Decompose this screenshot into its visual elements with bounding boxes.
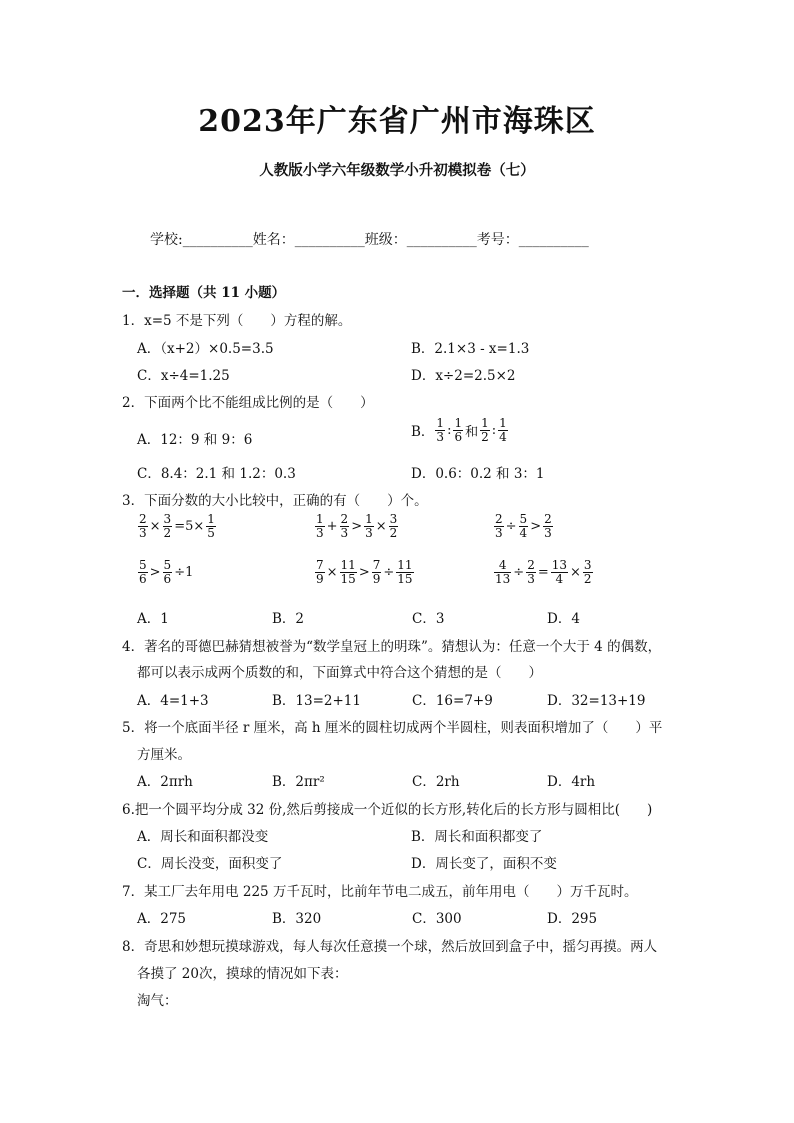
q2-stem: 2．下面两个比不能组成比例的是（ ） xyxy=(122,395,374,411)
fraction: $\frac{1}{3}$ xyxy=(436,416,445,444)
q5-stem-line-1: 5．将一个底面半径 r 厘米，高 h 厘米的圆柱切成两个半圆柱，则表面积增加了（ ）平 xyxy=(122,720,663,736)
q3-expression-3: $\frac{2}{3}$ ÷ $\frac{5}{4}$ > $\frac{2}{3}$ xyxy=(495,512,552,540)
exam-number-field[interactable]: 考号：__________ xyxy=(476,232,589,248)
q3-expression-4: $\frac{5}{6}$ > $\frac{5}{6}$ ÷1 xyxy=(139,558,194,586)
q5-stem-line-2: 方厘米。 xyxy=(137,747,191,763)
student-info-line xyxy=(150,229,589,249)
q7-option-a[interactable]: A．275 xyxy=(137,911,187,927)
q7-option-b[interactable]: B．320 xyxy=(272,911,322,927)
q2-option-b[interactable]: B． $\frac{1}{3}$ : $\frac{1}{6}$ 和 $\frac{1}{2}$ : $\frac{1}{4}$ xyxy=(411,416,507,444)
q4-option-b[interactable]: B．13=2+11 xyxy=(272,693,361,709)
q4-option-d[interactable]: D．32=13+19 xyxy=(547,693,646,709)
q6-option-b[interactable]: B．周长和面积都变了 xyxy=(411,829,543,845)
fraction: $\frac{1}{4}$ xyxy=(499,416,507,444)
q4-stem-line-1: 4．著名的哥德巴赫猜想被誉为“数学皇冠上的明珠”。猜想认为：任意一个大于 4 的偶数， xyxy=(122,639,662,655)
q3-option-b[interactable]: B．2 xyxy=(272,611,305,627)
q6-option-a[interactable]: A．周长和面积都没变 xyxy=(137,829,269,845)
q2-option-c[interactable]: C．8.4：2.1 和 1.2：0.3 xyxy=(137,466,296,482)
q1-stem: 1．x=5 不是下列（ ）方程的解。 xyxy=(122,313,352,329)
q5-option-c[interactable]: C．2rh xyxy=(412,774,460,790)
q2-option-b-label: B． xyxy=(411,424,435,441)
q3-expression-1: $\frac{2}{3}$ × $\frac{3}{2}$ =5× $\frac{1}{5}$ xyxy=(139,512,215,540)
q6-option-c[interactable]: C．周长没变，面积变了 xyxy=(137,856,283,872)
q3-option-c[interactable]: C．3 xyxy=(412,611,445,627)
name-field[interactable]: 姓名：__________ xyxy=(252,232,365,248)
page-subtitle: 人教版小学六年级数学小升初模拟卷（七） xyxy=(259,162,535,179)
fraction: $\frac{1}{6}$ xyxy=(454,416,463,444)
school-field[interactable]: 学校:__________ xyxy=(150,232,253,248)
q8-stem-line-1: 8．奇思和妙想玩摸球游戏，每人每次任意摸一个球，然后放回到盒子中，摇匀再摸。两人 xyxy=(122,939,658,955)
q7-stem: 7．某工厂去年用电 225 万千瓦时，比前年节电二成五，前年用电（ ）万千瓦时。 xyxy=(122,884,638,900)
q5-option-b[interactable]: B．2πr² xyxy=(272,774,325,790)
q5-option-d[interactable]: D．4rh xyxy=(547,774,596,790)
q4-option-c[interactable]: C．16=7+9 xyxy=(412,693,493,709)
q1-option-a[interactable]: A．（x+2）×0.5=3.5 xyxy=(137,341,274,357)
q3-option-a[interactable]: A．1 xyxy=(137,611,169,627)
q1-option-c[interactable]: C．x÷4=1.25 xyxy=(137,368,230,384)
q5-option-a[interactable]: A．2πrh xyxy=(137,774,193,790)
q2-option-d[interactable]: D．0.6：0.2 和 3：1 xyxy=(411,466,545,482)
q8-stem-line-2: 各摸了 20次，摸球的情况如下表： xyxy=(137,966,348,982)
page-title: 2023年广东省广州市海珠区 xyxy=(198,104,596,139)
q8-stem-line-3: 淘气： xyxy=(137,993,178,1009)
q3-expression-5: $\frac{7}{9}$ × $\frac{11}{15}$ > $\frac{7}{9}$ ÷ $\frac{11}{15}$ xyxy=(316,558,413,586)
q6-stem: 6.把一个圆平均分成 32 份,然后剪接成一个近似的长方形,转化后的长方形与圆相比( ) xyxy=(122,802,653,818)
q3-option-d[interactable]: D．4 xyxy=(547,611,580,627)
q3-expression-6: $\frac{4}{13}$ ÷ $\frac{2}{3}$ = $\frac{13}{4}$ × $\frac{3}{2}$ xyxy=(495,558,592,586)
q4-stem-line-2: 都可以表示成两个质数的和，下面算式中符合这个猜想的是（ ） xyxy=(137,665,542,681)
class-field[interactable]: 班级：__________ xyxy=(364,232,477,248)
q2-option-a[interactable]: A．12：9 和 9：6 xyxy=(137,432,253,448)
q1-option-d[interactable]: D．x÷2=2.5×2 xyxy=(411,368,516,384)
q1-option-b[interactable]: B．2.1×3 - x=1.3 xyxy=(411,341,530,357)
section-title: 一．选择题（共 11 小题） xyxy=(122,285,286,301)
q3-expression-2: $\frac{1}{3}$ + $\frac{2}{3}$ > $\frac{1}{3}$ × $\frac{3}{2}$ xyxy=(316,512,398,540)
fraction: $\frac{1}{2}$ xyxy=(481,416,489,444)
q7-option-c[interactable]: C．300 xyxy=(412,911,462,927)
q3-stem: 3．下面分数的大小比较中，正确的有（ ）个。 xyxy=(122,493,428,509)
q7-option-d[interactable]: D．295 xyxy=(547,911,598,927)
q6-option-d[interactable]: D．周长变了，面积不变 xyxy=(411,856,557,872)
q4-option-a[interactable]: A．4=1+3 xyxy=(137,693,209,709)
